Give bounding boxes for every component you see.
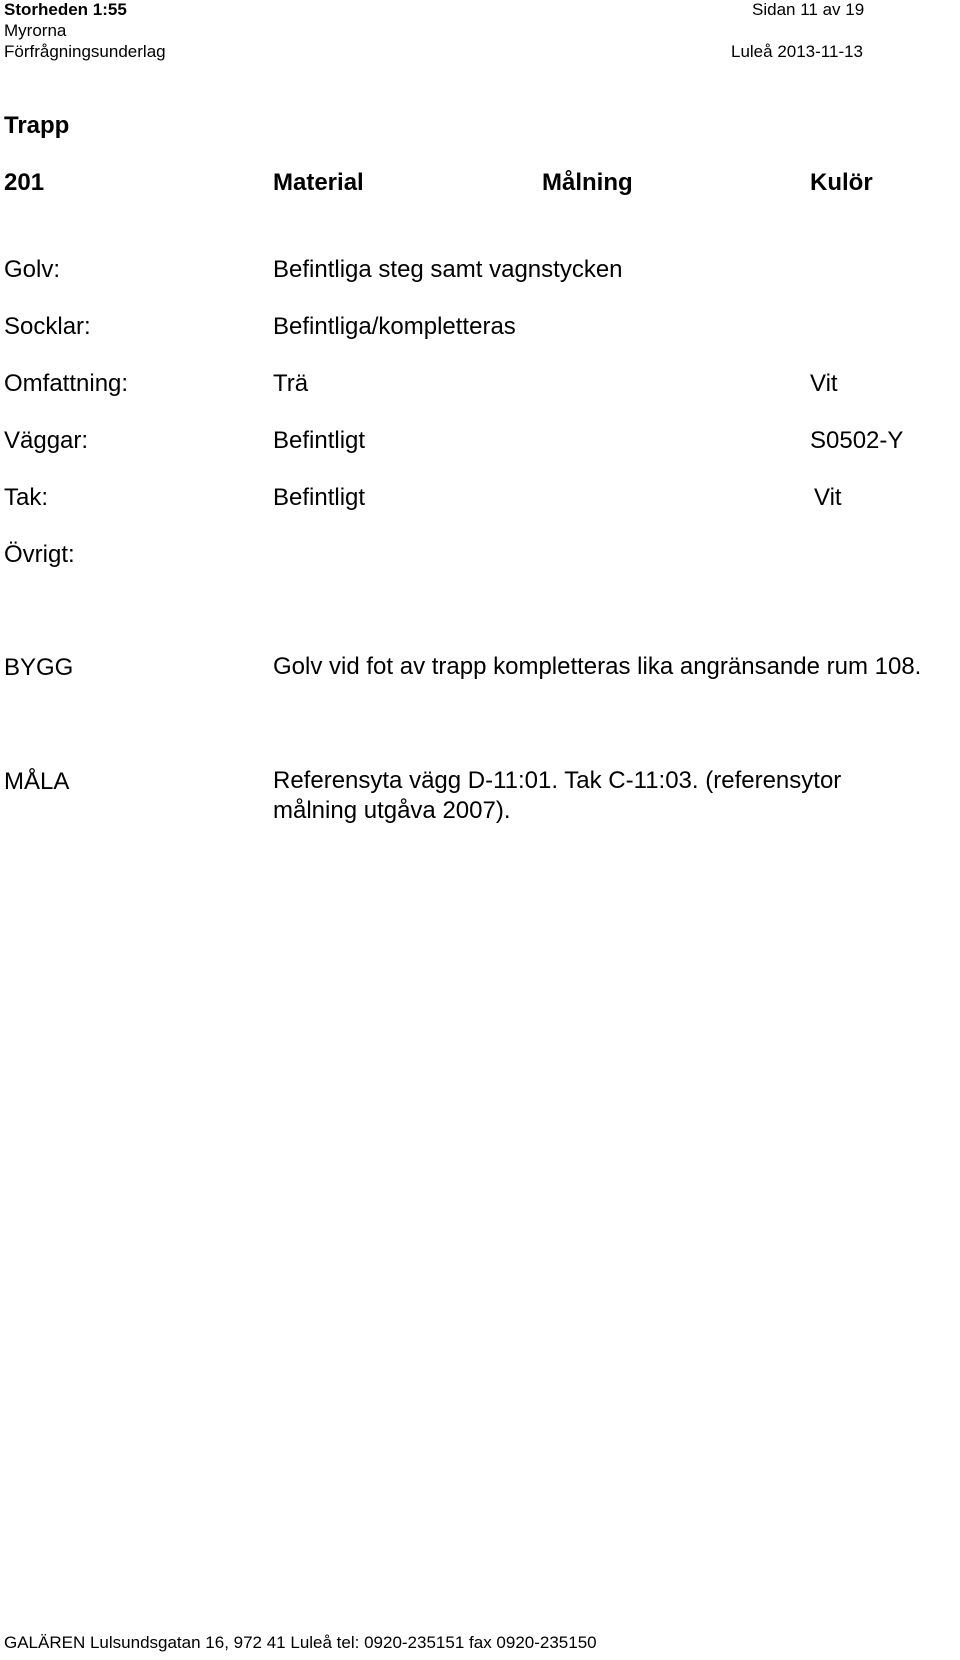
row-color-tak: Vit: [814, 484, 842, 511]
footer-address: GALÄREN Lulsundsgatan 16, 972 41 Luleå tel: 0920-235151 fax 0920-235150: [4, 1633, 597, 1652]
column-material: Material: [273, 169, 364, 196]
room-number: 201: [4, 169, 45, 196]
column-painting: Målning: [542, 169, 633, 196]
row-label-omfattning: Omfattning:: [4, 370, 129, 397]
row-label-vaggar: Väggar:: [4, 427, 89, 454]
row-material-golv: Befintliga steg samt vagnstycken: [273, 256, 623, 283]
note-label-bygg: BYGG: [4, 654, 74, 681]
room-title: Trapp: [4, 112, 70, 139]
place-date: Luleå 2013-11-13: [731, 42, 864, 61]
page-number: Sidan 11 av 19: [752, 0, 865, 19]
row-label-socklar: Socklar:: [4, 313, 91, 340]
row-material-omfattning: Trä: [273, 370, 309, 397]
column-color: Kulör: [810, 169, 873, 196]
client-name: Myrorna: [4, 21, 67, 40]
document-type: Förfrågningsunderlag: [4, 42, 166, 61]
project-name: Storheden 1:55: [4, 0, 127, 19]
row-color-vaggar: S0502-Y: [810, 427, 904, 454]
row-label-golv: Golv:: [4, 256, 61, 283]
row-label-tak: Tak:: [4, 484, 49, 511]
note-text-mala: Referensyta vägg D-11:01. Tak C-11:03. (referensytor målning utgåva 2007).: [273, 767, 842, 824]
row-color-omfattning: Vit: [810, 370, 838, 397]
other-label: Övrigt:: [4, 541, 75, 568]
note-text-bygg: Golv vid fot av trapp kompletteras lika angränsande rum 108.: [273, 653, 922, 680]
row-material-socklar: Befintliga/kompletteras: [273, 313, 516, 340]
row-material-tak: Befintligt: [273, 484, 366, 511]
row-material-vaggar: Befintligt: [273, 427, 366, 454]
note-label-mala: MÅLA: [4, 768, 70, 795]
